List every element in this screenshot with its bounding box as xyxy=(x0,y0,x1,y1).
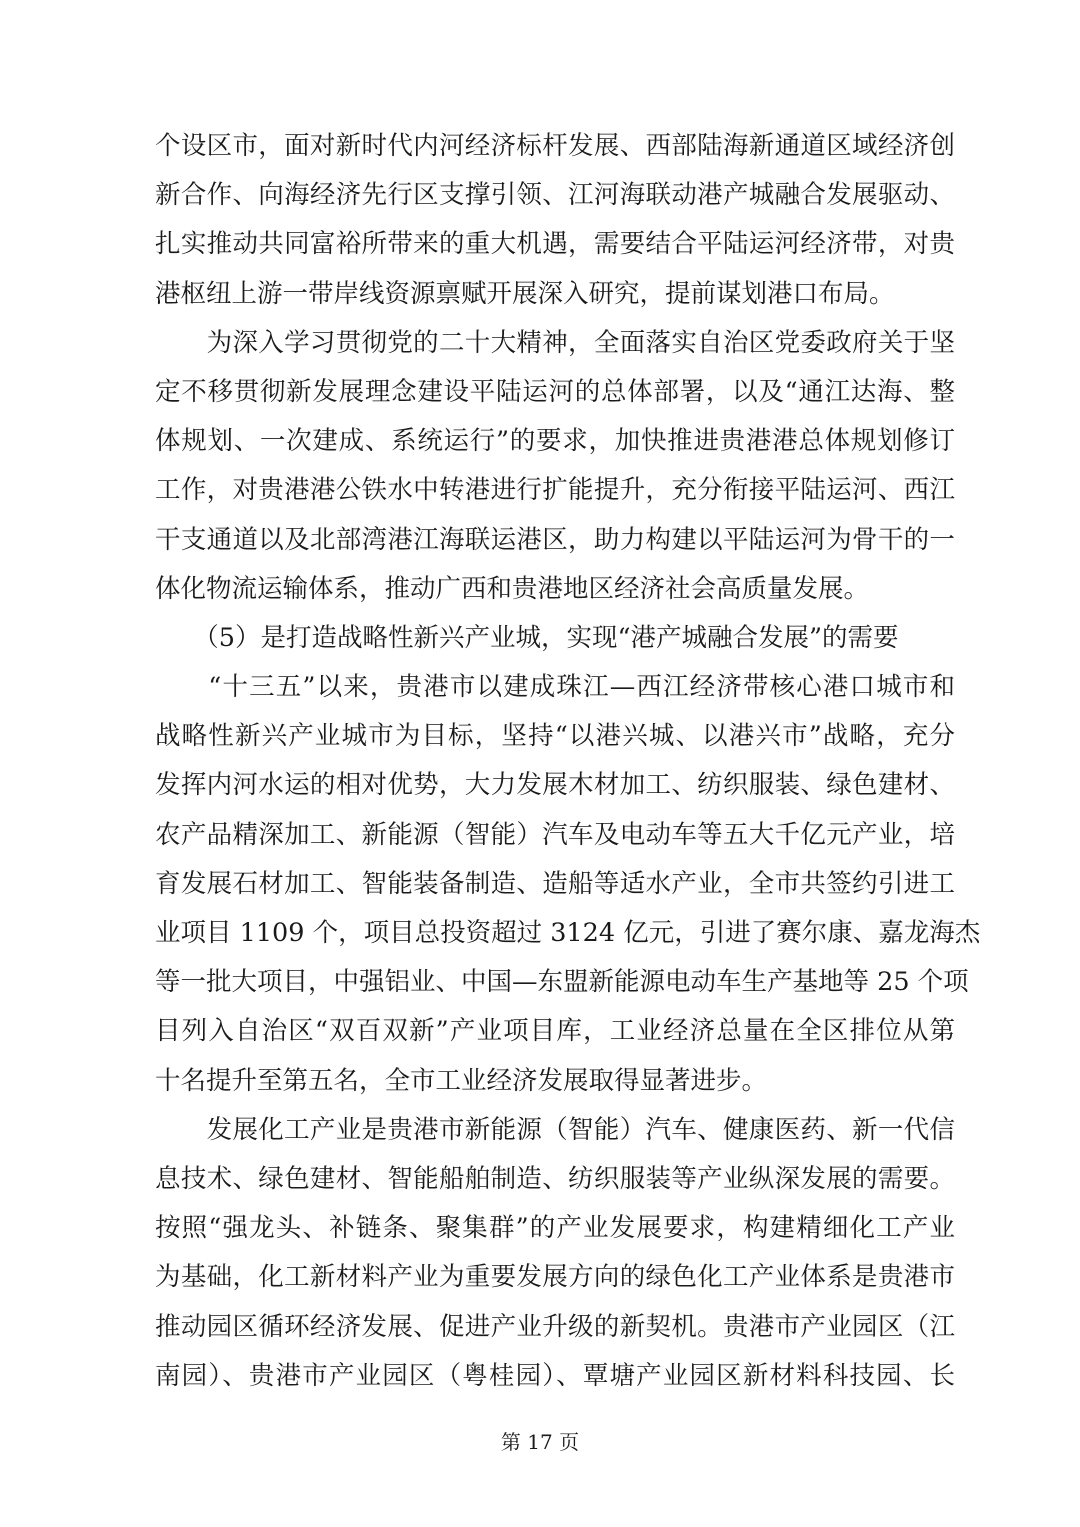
body-text xyxy=(155,122,981,1401)
text-line: 发挥内河水运的相对优势，大力发展木材加工、纺织服装、绿色建材、 xyxy=(155,770,955,801)
text-line: 港枢纽上游一带岸线资源禀赋开展深入研究，提前谋划港口布局。 xyxy=(155,278,895,309)
text-line: 新合作、向海经济先行区支撑引领、江河海联动港产城融合发展驱动、 xyxy=(155,180,955,211)
text-line: 体化物流运输体系，推动广西和贵港地区经济社会高质量发展。 xyxy=(155,573,870,604)
text-line: 业项目 1109 个，项目总投资超过 3124 亿元，引进了赛尔康、嘉龙海杰 xyxy=(155,918,981,948)
text-line: 目列入自治区“双百双新”产业项目库，工业经济总量在全区排位从第 xyxy=(155,1016,955,1047)
text-line: 按照“强龙头、补链条、聚集群”的产业发展要求，构建精细化工产业 xyxy=(155,1213,955,1244)
text-line: 干支通道以及北部湾港江海联运港区，助力构建以平陆运河为骨干的一 xyxy=(155,524,955,555)
text-line: 息技术、绿色建材、智能船舶制造、纺织服装等产业纵深发展的需要。 xyxy=(155,1163,955,1194)
text-line: 等一批大项目，中强铝业、中国—东盟新能源电动车生产基地等 25 个项 xyxy=(155,967,969,998)
text-line: 扎实推动共同富裕所带来的重大机遇，需要结合平陆运河经济带，对贵 xyxy=(155,229,955,260)
text-line: 育发展石材加工、智能装备制造、造船等适水产业，全市共签约引进工 xyxy=(155,868,955,899)
text-line: 推动园区循环经济发展、促进产业升级的新契机。贵港市产业园区（江 xyxy=(155,1311,955,1342)
text-line: 发展化工产业是贵港市新能源（智能）汽车、健康医药、新一代信 xyxy=(155,1114,955,1145)
text-line: 战略性新兴产业城市为目标，坚持“以港兴城、以港兴市”战略，充分 xyxy=(155,721,955,752)
text-line: （5）是打造战略性新兴产业城，实现“港产城融合发展”的需要 xyxy=(155,622,899,653)
text-line: 个设区市，面对新时代内河经济标杆发展、西部陆海新通道区域经济创 xyxy=(155,131,955,161)
text-line: 为深入学习贯彻党的二十大精神，全面落实自治区党委政府关于坚 xyxy=(155,327,955,358)
page-number: 第 17 页 xyxy=(500,1430,580,1454)
text-line: 工作，对贵港港公铁水中转港进行扩能提升，充分衔接平陆运河、西江 xyxy=(155,475,955,506)
text-line: 定不移贯彻新发展理念建设平陆运河的总体部署，以及“通江达海、整 xyxy=(155,376,955,407)
text-line: 农产品精深加工、新能源（智能）汽车及电动车等五大千亿元产业，培 xyxy=(155,819,955,850)
text-line: 体规划、一次建成、系统运行”的要求，加快推进贵港港总体规划修订 xyxy=(155,426,955,457)
text-line: 南园）、贵港市产业园区（粤桂园）、覃塘产业园区新材料科技园、长 xyxy=(155,1360,955,1391)
text-line: 为基础，化工新材料产业为重要发展方向的绿色化工产业体系是贵港市 xyxy=(155,1262,955,1293)
text-line: “十三五”以来，贵港市以建成珠江—西江经济带核心港口城市和 xyxy=(155,672,955,703)
text-line: 十名提升至第五名，全市工业经济发展取得显著进步。 xyxy=(155,1065,768,1096)
